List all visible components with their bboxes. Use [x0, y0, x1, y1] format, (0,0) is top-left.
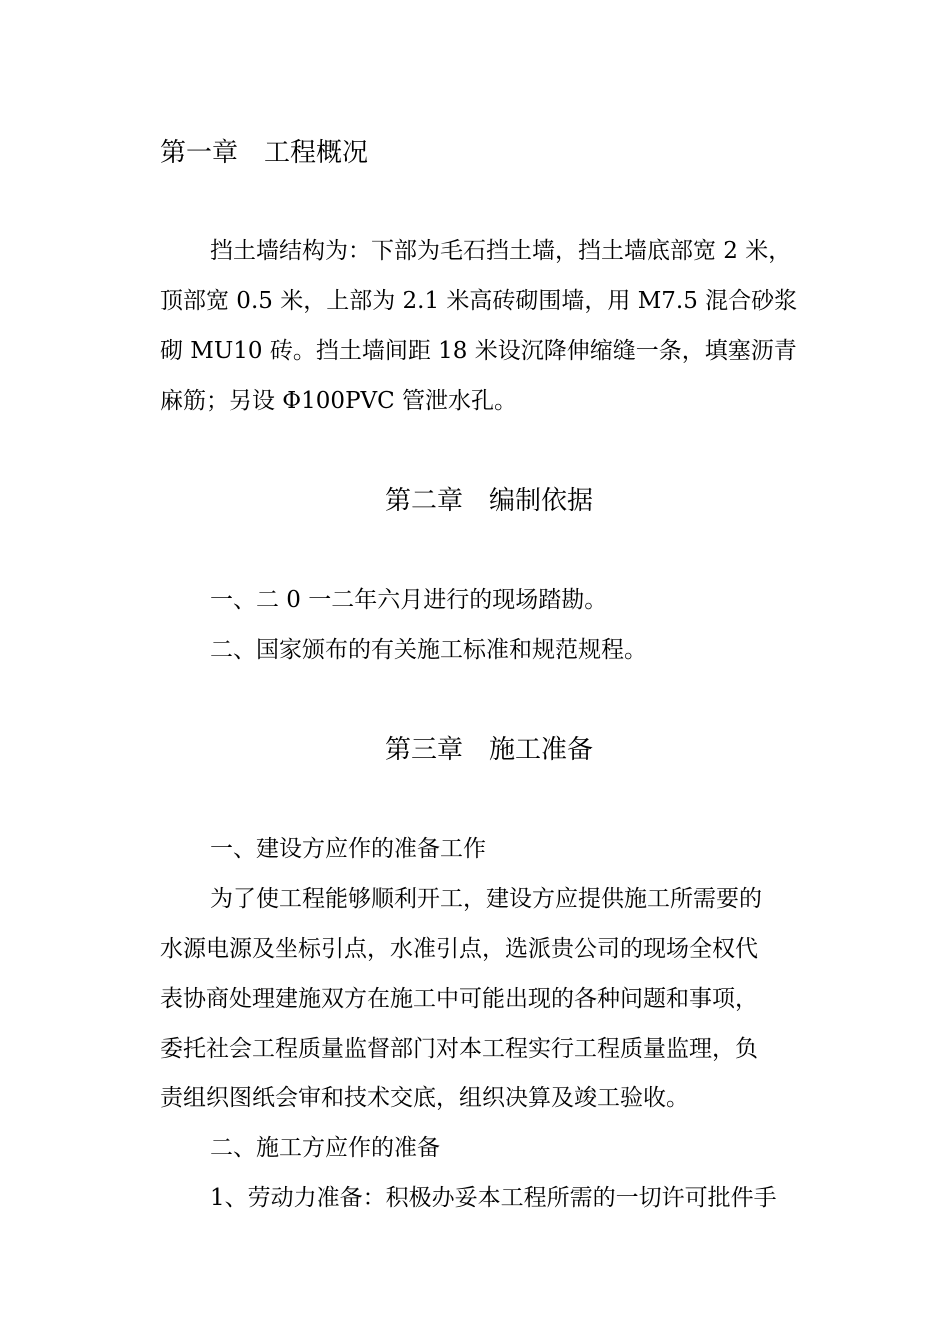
chapter-2-item: 一、二 0 一二年六月进行的现场踏勘。 [210, 587, 608, 613]
chapter-2-title: 第二章 编制依据 [385, 486, 594, 516]
chapter-3-section-heading: 二、施工方应作的准备 [210, 1135, 440, 1161]
chapter-3-paragraph-line: 表协商处理建施双方在施工中可能出现的各种问题和事项， [160, 986, 758, 1012]
chapter-3-list-item: 1、劳动力准备：积极办妥本工程所需的一切许可批件手 [210, 1185, 777, 1211]
chapter-1-paragraph-line: 挡土墙结构为：下部为毛石挡土墙，挡土墙底部宽 2 米， [210, 238, 792, 264]
chapter-2-item: 二、国家颁布的有关施工标准和规范规程。 [210, 637, 647, 663]
chapter-3-paragraph-line: 责组织图纸会审和技术交底，组织决算及竣工验收。 [160, 1085, 689, 1111]
chapter-3-paragraph-line: 委托社会工程质量监督部门对本工程实行工程质量监理，负 [160, 1036, 758, 1062]
chapter-3-section-heading: 一、建设方应作的准备工作 [210, 836, 486, 862]
chapter-1-paragraph-line: 砌 MU10 砖。挡土墙间距 18 米设沉降伸缩缝一条，填塞沥青 [160, 338, 797, 364]
chapter-1-title: 第一章 工程概况 [160, 138, 369, 168]
chapter-3-paragraph-line: 水源电源及坐标引点，水准引点，选派贵公司的现场全权代 [160, 936, 758, 962]
chapter-1-paragraph-line: 麻筋；另设 Φ100PVC 管泄水孔。 [160, 388, 518, 414]
chapter-1-paragraph-line: 顶部宽 0.5 米，上部为 2.1 米高砖砌围墙，用 M7.5 混合砂浆 [160, 288, 798, 314]
chapter-3-paragraph-line: 为了使工程能够顺利开工，建设方应提供施工所需要的 [210, 886, 762, 912]
chapter-3-title: 第三章 施工准备 [385, 735, 594, 765]
